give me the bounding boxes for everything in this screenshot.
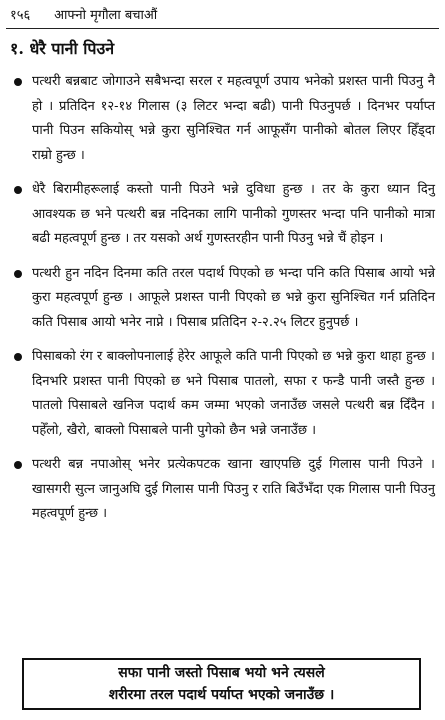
book-title: आफ्नो मृगौला बचाऔं (54, 8, 158, 23)
bullet-text: पिसाबको रंग र बाक्लोपनालाई हेरेर आफूले कति पानी पिएको छ भन्ने कुरा थाहा हुन्छ । दिनभरि प्रशस्त पानी पिएको छ भने पिसाब पातलो, सफा र फन्डै पानी जस्तै हुन्छ । पातलो पिसाबले खनिज पदार्थ कम जम्मा भएको जनाउँछ जसले पत्थरी बन्न दिँदैन । पहेँलो, खैरो, बाक्लो पिसाबले पानी पुगेको छैन भन्ने जनाउँछ । (32, 349, 435, 438)
bullet-text: धेरै बिरामीहरूलाई कस्तो पानी पिउने भन्ने दुविधा हुन्छ । तर के कुरा ध्यान दिनु आवश्यक छ भने पत्थरी बन्न नदिनका लागि पानीको गुणस्तर भन्दा पनि पानीको मात्रा बढी महत्वपूर्ण हुन्छ । तर यसको अर्थ गुणस्तरहीन पानी पिउनु भन्ने चैं होइन । (32, 182, 435, 246)
bullet-icon (14, 353, 22, 361)
bullet-item (10, 262, 435, 336)
bullet-text: पत्थरी बन्नबाट जोगाउने सबैभन्दा सरल र महत्वपूर्ण उपाय भनेको प्रशस्त पानी पिउनु नै हो । प्रतिदिन १२-१४ गिलास (३ लिटर भन्दा बढी) पानी पिउनुपर्छ । दिनभर पर्याप्त पानी पिउन सकियोस् भन्ने कुरा सुनिश्चित गर्न आफूसँग पानीको बोतल लिएर हिँड्दा राम्रो हुन्छ । (32, 74, 435, 163)
bullet-icon (14, 186, 22, 194)
note-line-1: सफा पानी जस्तो पिसाब भयो भने त्यसले (118, 665, 325, 681)
running-header (10, 6, 435, 26)
bullet-item (10, 178, 435, 252)
bullet-icon (14, 78, 22, 86)
bullet-icon (14, 270, 22, 278)
bullet-item (10, 70, 435, 168)
header-rule (6, 28, 439, 29)
page-number: १५६ (10, 8, 31, 23)
bullet-icon (14, 461, 22, 469)
bullet-item (10, 345, 435, 443)
section-title: १. धेरै पानी पिउने (10, 39, 115, 58)
bullet-item (10, 453, 435, 527)
bullet-list (10, 70, 435, 537)
note-line-2: शरीरमा तरल पदार्थ पर्याप्त भएको जनाउँछ । (108, 687, 335, 703)
highlight-note-box (22, 658, 421, 710)
bullet-text: पत्थरी बन्न नपाओस् भनेर प्रत्येकपटक खाना खाएपछि दुई गिलास पानी पिउने । खासगरी सुत्न जानुअघि दुई गिलास पानी पिउनु र राति बिउँभँदा एक गिलास पानी पिउनु महत्वपूर्ण हुन्छ । (32, 457, 435, 521)
bullet-text: पत्थरी हुन नदिन दिनमा कति तरल पदार्थ पिएको छ भन्दा पनि कति पिसाब आयो भन्ने कुरा महत्वपूर्ण हुन्छ । आफूले प्रशस्त पानी पिएको छ भन्ने कुरा सुनिश्चित गर्न प्रतिदिन कति पिसाब आयो भनेर नाप्ने । पिसाब प्रतिदिन २-२.२५ लिटर हुनुपर्छ । (32, 265, 435, 330)
